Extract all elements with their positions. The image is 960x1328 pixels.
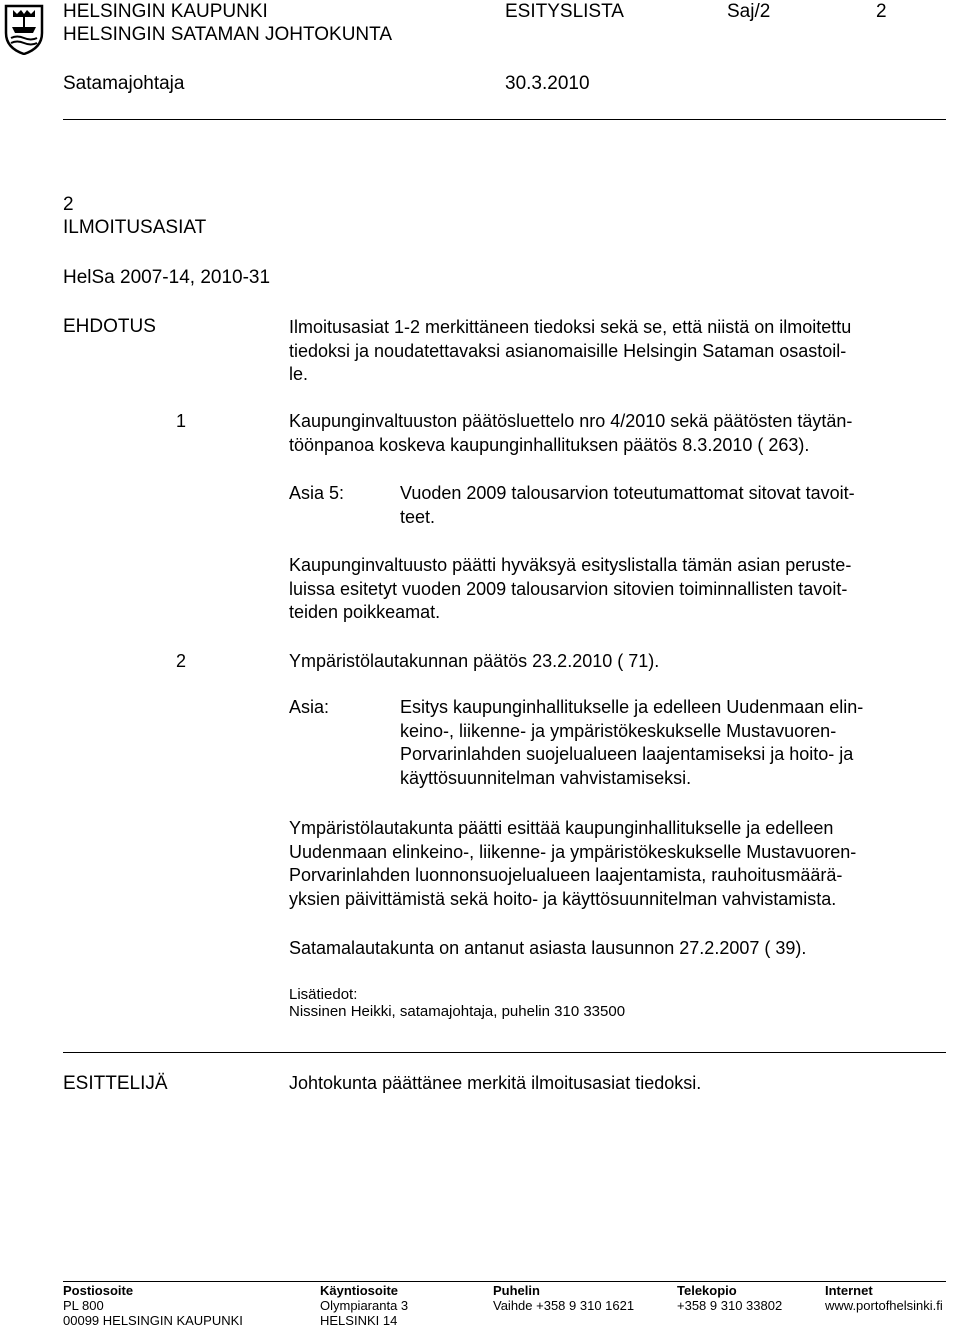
- subject-line: Esitys kaupunginhallitukselle ja edelleen Uudenmaan elin-: [400, 697, 864, 717]
- subject-line: teet.: [400, 506, 436, 527]
- proposal-line: Ilmoitusasiat 1-2 merkittäneen tiedoksi sekä se, että niistä on ilmoitettu: [289, 317, 852, 337]
- footer-postal-line: 00099 HELSINGIN KAUPUNKI: [63, 1313, 243, 1328]
- footer-web-link[interactable]: www.portofhelsinki.fi: [825, 1298, 943, 1313]
- more-info-contact: Nissinen Heikki, satamajohtaja, puhelin 310 33500: [289, 1003, 626, 1020]
- notice-body-line: teiden poikkeamat.: [289, 602, 441, 622]
- footer-phone-label: Puhelin: [493, 1283, 540, 1298]
- footer-web-label: Internet: [825, 1283, 873, 1298]
- notice-body-line: yksien päivittämistä sekä hoito- ja käyttösuunnitelman vahvistamista.: [289, 888, 837, 909]
- document-date: 30.3.2010: [505, 73, 590, 94]
- subject-label: Asia 5:: [289, 483, 345, 503]
- header-divider: [63, 119, 946, 120]
- proposal-text: [289, 316, 851, 387]
- footer-fax-value: +358 9 310 33802: [677, 1298, 783, 1313]
- notice-title-line: Kaupunginvaltuuston päätösluettelo nro 4/2010 sekä päätösten täytän-: [289, 411, 853, 431]
- notice-body-line: luissa esitetyt vuoden 2009 talousarvion sitovien toiminnallisten tavoit-: [289, 578, 848, 599]
- footer-visit-line: Olympiaranta 3: [320, 1298, 409, 1313]
- more-info-label: Lisätiedot:: [289, 986, 358, 1003]
- notice-extra-line: Satamalautakunta on antanut asiasta lausunnon 27.2.2007 ( 39).: [289, 938, 807, 958]
- notice-number: 1: [176, 411, 187, 431]
- notice-body-line: Kaupunginvaltuusto päätti hyväksyä esityslistalla tämän asian peruste-: [289, 555, 852, 575]
- presenter-label: ESITTELIJÄ: [63, 1073, 168, 1094]
- subject-line: käyttösuunnitelman vahvistamiseksi.: [400, 767, 692, 788]
- notice-body-line: Porvarinlahden luonnonsuojelualueen laajentamista, rauhoitusmäärä-: [289, 865, 843, 885]
- notice-title-line: Ympäristölautakunnan päätös 23.2.2010 ( 71).: [289, 651, 660, 671]
- doc-type: ESITYSLISTA: [505, 1, 624, 22]
- item-number: 2: [63, 194, 74, 215]
- subject-line: keino-, liikenne- ja ympäristökeskukselle Mustavuoren-: [400, 720, 837, 741]
- section-code: Saj/2: [727, 1, 771, 22]
- org-board-name: HELSINGIN SATAMAN JOHTOKUNTA: [63, 24, 393, 45]
- notice-title: [289, 650, 659, 674]
- subject-line: Porvarinlahden suojelualueen laajentamiseksi ja hoito- ja: [400, 744, 854, 764]
- page-number: 2: [876, 1, 887, 22]
- notice-title-line: töönpanoa koskeva kaupunginhallituksen päätös 8.3.2010 ( 263).: [289, 434, 810, 455]
- proposal-line: tiedoksi ja noudatettavaksi asianomaisille Helsingin Sataman osastoil-: [289, 340, 847, 361]
- footer-postal-label: Postiosoite: [63, 1283, 134, 1298]
- footer-fax-label: Telekopio: [677, 1283, 737, 1298]
- subject-text: [400, 696, 863, 790]
- section-divider: [63, 1052, 946, 1053]
- footer-visit-line: HELSINKI 14: [320, 1313, 398, 1328]
- notice-title: [289, 410, 852, 457]
- notice-number: 2: [176, 651, 187, 671]
- org-name: HELSINGIN KAUPUNKI: [63, 1, 268, 22]
- footer-postal-line: PL 800: [63, 1298, 104, 1313]
- author-role: Satamajohtaja: [63, 73, 185, 94]
- proposal-label: EHDOTUS: [63, 316, 156, 337]
- presenter-text: Johtokunta päättänee merkitä ilmoitusasiat tiedoksi.: [289, 1073, 702, 1093]
- footer-divider: [63, 1281, 946, 1282]
- item-title: ILMOITUSASIAT: [63, 217, 207, 238]
- notice-body-line: Ympäristölautakunta päätti esittää kaupunginhallitukselle ja edelleen: [289, 818, 834, 838]
- footer-phone-value: Vaihde +358 9 310 1621: [493, 1298, 635, 1313]
- notice-body: [289, 554, 851, 625]
- helsinki-crest-logo: [3, 3, 45, 55]
- subject-label: Asia:: [289, 697, 330, 717]
- proposal-line: le.: [289, 364, 309, 384]
- subject-line: Vuoden 2009 talousarvion toteutumattomat sitovat tavoit-: [400, 483, 855, 503]
- footer-visit-label: Käyntiosoite: [320, 1283, 399, 1298]
- item-reference: HelSa 2007-14, 2010-31: [63, 267, 271, 288]
- subject-text: [400, 482, 855, 529]
- notice-body: [289, 817, 856, 911]
- notice-body-line: Uudenmaan elinkeino-, liikenne- ja ympäristökeskukselle Mustavuoren-: [289, 841, 857, 862]
